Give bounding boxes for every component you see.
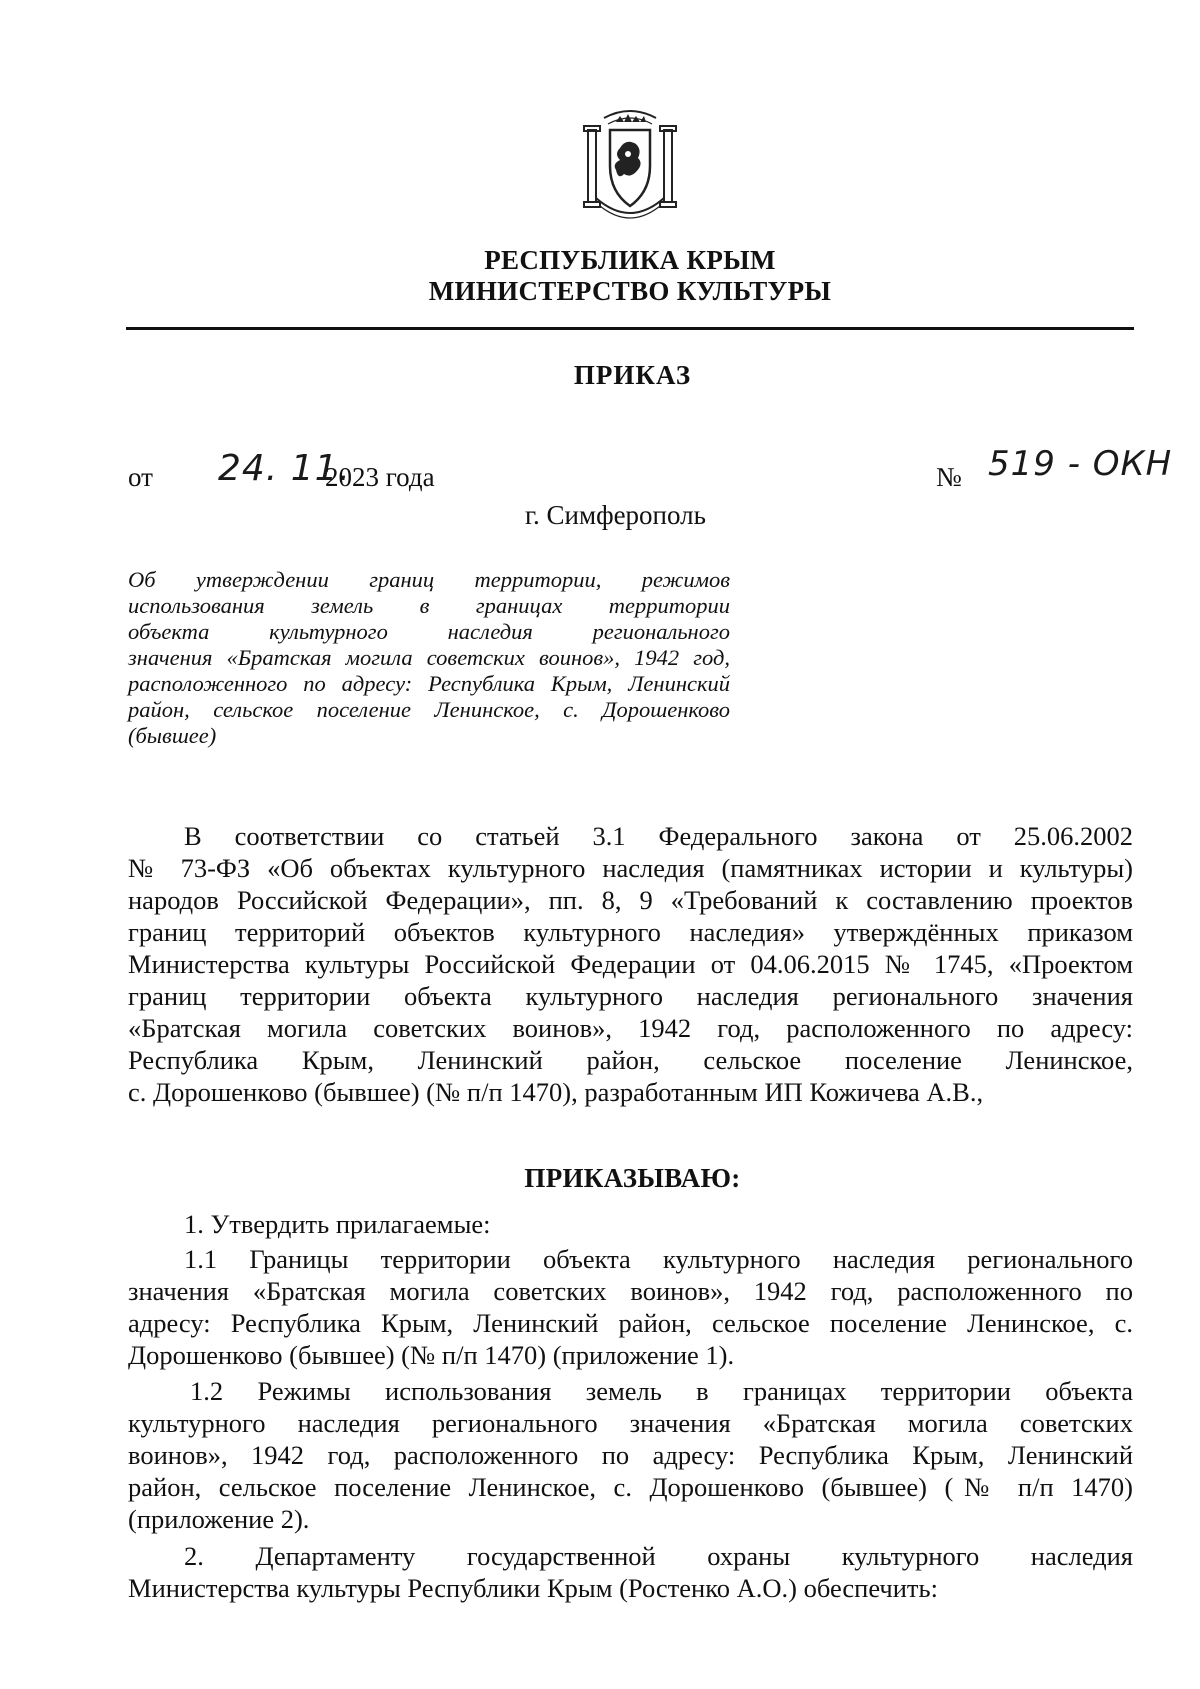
subject-line: (бывшее)	[128, 723, 217, 748]
item-1-2-line: 1.2 Режимы использования земель в границах территории объекта	[190, 1376, 1133, 1406]
preamble-line: «Братская могила советских воинов», 1942 год, расположенного по адресу:	[128, 1013, 1133, 1043]
item-1-2-line: (приложение 2).	[128, 1504, 310, 1534]
subject-line: расположенного по адресу: Республика Крым, Ленинский	[128, 671, 730, 696]
subject-line: значения «Братская могила советских воинов», 1942 год,	[128, 645, 730, 670]
document-type-title: ПРИКАЗ	[573, 360, 692, 390]
order-subject	[128, 567, 730, 749]
subject-line: использования земель в границах территории	[128, 593, 730, 618]
from-label: от	[128, 462, 153, 492]
item-1-line: 1. Утвердить прилагаемые:	[184, 1209, 491, 1239]
item-1-1-line: значения «Братская могила советских воинов», 1942 год, расположенного по	[128, 1276, 1133, 1306]
item-1-1	[128, 1243, 1133, 1371]
item-1-2-line: воинов», 1942 год, расположенного по адресу: Республика Крым, Ленинский	[128, 1440, 1133, 1470]
preamble-line: с. Дорошенково (бывшее) (№ п/п 1470), разработанным ИП Кожичева А.В.,	[128, 1077, 984, 1107]
preamble-line: Республика Крым, Ленинский район, сельское поселение Ленинское,	[128, 1045, 1133, 1075]
preamble-paragraph	[128, 820, 1133, 1108]
subject-line: Об утверждении границ территории, режимов	[128, 567, 730, 592]
city: г. Симферополь	[525, 500, 706, 530]
preamble-line: границ территорий объектов культурного наследия» утверждённых приказом	[128, 917, 1133, 947]
item-1-2-line: культурного наследия регионального значения «Братская могила советских	[128, 1408, 1133, 1438]
item-2-line: Министерства культуры Республики Крым (Ростенко А.О.) обеспечить:	[128, 1573, 938, 1603]
item-1-1-line: Дорошенково (бывшее) (№ п/п 1470) (приложение 1).	[128, 1340, 735, 1370]
preamble-line: народов Российской Федерации», пп. 8, 9 «Требований к составлению проектов	[128, 885, 1133, 915]
item-2	[128, 1540, 1133, 1604]
preamble-line: № 73-ФЗ «Об объектах культурного наследия (памятниках истории и культуры)	[128, 853, 1133, 883]
subject-line: объекта культурного наследия регионального	[128, 619, 730, 644]
header-ministry: МИНИСТЕРСТВО КУЛЬТУРЫ	[428, 276, 832, 306]
header-divider	[126, 327, 1134, 330]
item-2-line: 2. Департаменту государственной охраны культурного наследия	[184, 1541, 1133, 1571]
handwritten-date: 24. 11.	[218, 448, 351, 489]
preamble-line: Министерства культуры Российской Федерации от 04.06.2015 № 1745, «Проектом	[128, 949, 1133, 979]
header-republic: РЕСПУБЛИКА КРЫМ	[484, 245, 776, 275]
preamble-line: границ территории объекта культурного наследия регионального значения	[128, 981, 1133, 1011]
handwritten-number: 519 - ОКН	[988, 444, 1173, 484]
item-1-1-line: адресу: Республика Крым, Ленинский район, сельское поселение Ленинское, с.	[128, 1308, 1133, 1338]
item-1-2-line: район, сельское поселение Ленинское, с. Дорошенково (бывшее) (№ п/п 1470)	[128, 1472, 1133, 1502]
item-1-2	[128, 1375, 1133, 1535]
number-label: №	[936, 462, 962, 492]
order-heading: ПРИКАЗЫВАЮ:	[524, 1163, 741, 1193]
crimea-coat-of-arms-icon	[570, 108, 690, 228]
item-1-1-line: 1.1 Границы территории объекта культурного наследия регионального	[184, 1244, 1133, 1274]
subject-line: район, сельское поселение Ленинское, с. Дорошенково	[128, 697, 730, 722]
item-1	[128, 1208, 1133, 1240]
year-text: 2023 года	[325, 462, 435, 492]
preamble-line: В соответствии со статьей 3.1 Федерального закона от 25.06.2002	[184, 821, 1133, 851]
